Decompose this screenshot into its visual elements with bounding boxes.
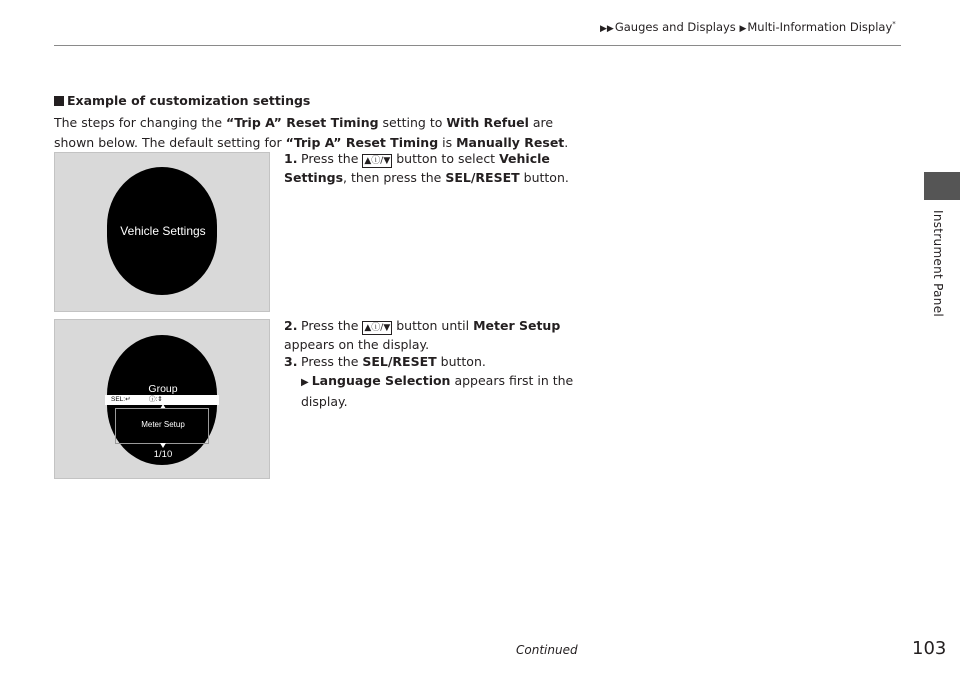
step-text: appears on the display. [284,337,430,352]
asterisk-mark: * [892,20,896,29]
step-number: 3. [284,354,298,369]
breadcrumb [600,20,910,34]
intro-bold: With Refuel [446,115,529,130]
step-1 [284,149,584,187]
step-bold: SEL/RESET [445,170,520,185]
up-info-down-button-icon: ▲ⓘ/▼ [364,323,391,333]
intro-bold: Manually Reset [456,135,565,150]
breadcrumb-gauges[interactable]: Gauges and Displays [614,20,736,34]
step-text: Press the [301,354,363,369]
step-text: button. [436,354,486,369]
step-2 [284,316,584,354]
sel-hint: SEL:↵ [111,396,131,403]
step-text: button until [392,318,474,333]
intro-text: are shown below. The default setting for [54,115,554,150]
display-illustration-meter-setup [54,319,270,479]
chapter-tab[interactable] [924,172,960,200]
down-arrow-icon [160,443,166,448]
display-item: Meter Setup [141,420,185,429]
step-3 [284,352,584,371]
intro-text: is [438,135,457,150]
step-number: 1. [284,151,298,166]
intro-bold: “Trip A” Reset Timing [285,135,439,150]
section-heading [54,93,310,108]
step-text: button to select [392,151,500,166]
step-text: appears first in the display. [301,373,574,409]
double-arrow-icon: ▶▶ [600,24,614,34]
section-heading-text: Example of customization settings [67,93,311,108]
display-count: 1/10 [153,449,173,460]
display-group-title: Group [148,383,178,395]
step-3-result [301,371,581,411]
display-text: Vehicle Settings [120,224,206,238]
step-text: Press the [301,318,363,333]
intro-text: . [564,135,569,150]
step-text: Press the [301,151,363,166]
step-text: button. [519,170,569,185]
intro-text: setting to [378,115,447,130]
square-bullet-icon [54,96,64,106]
step-bold: SEL/RESET [362,354,437,369]
arrow-icon: ▶ [739,24,747,34]
step-number: 2. [284,318,298,333]
info-hint: ⓘ:⇕ [149,396,163,403]
breadcrumb-mid[interactable]: Multi-Information Display [747,20,893,34]
display-illustration-vehicle-settings [54,152,270,312]
intro-paragraph [54,113,594,153]
header-rule [54,45,901,46]
intro-bold: “Trip A” Reset Timing [226,115,379,130]
intro-text: The steps for changing the [54,115,227,130]
chapter-label: Instrument Panel [931,210,945,318]
step-bold: Vehicle Settings [284,151,550,185]
page-number: 103 [912,638,947,659]
up-info-down-button-icon: ▲ⓘ/▼ [364,156,391,166]
step-bold: Language Selection [311,373,451,388]
step-bold: Meter Setup [473,318,561,333]
result-arrow-icon: ▶ [301,377,309,388]
continued-label: Continued [516,643,578,657]
step-text: , then press the [343,170,446,185]
